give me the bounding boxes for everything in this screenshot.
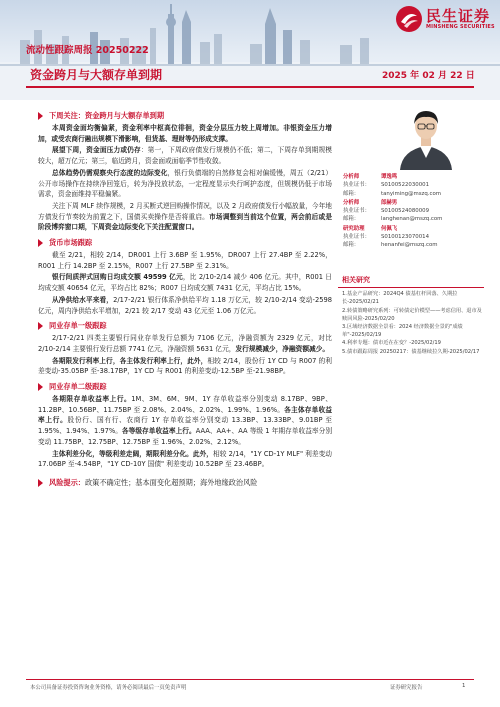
bold-text: 市场调整到当前这个位置，两会前后或是阶段博弈窗口期，下周资金边际变化下关注配置窗口。	[38, 212, 333, 232]
paragraph	[38, 356, 332, 377]
section-heading	[26, 381, 332, 393]
email-label: 邮箱：	[343, 190, 360, 197]
body-text: ，银行负债端的自然修复会相对偏缓慢，周五（2/21）公开市场操作在持续净回笼后，转为净投放状态，一定程度显示央行呵护态度，但规模仍低于市场需求，资金面维持平稳偏紧。	[38, 168, 333, 199]
footer-divider	[26, 679, 474, 680]
analyst-card	[343, 173, 483, 198]
analyst-card	[343, 225, 483, 250]
bold-text: 各等级存单收益率上行。	[121, 427, 196, 436]
analyst-name: 何佩飞	[381, 225, 398, 232]
bold-text: 各期限存单收益率上行。	[52, 395, 132, 404]
paragraph	[38, 295, 332, 316]
section-title: 风险提示：	[49, 477, 85, 487]
related-divider	[338, 287, 484, 288]
risk-text: 政策不确定性；基本面变化超预期；海外地缘政治风险	[84, 477, 258, 487]
paragraph	[38, 449, 332, 470]
section-title: 下周关注：资金跨月与大额存单到期	[49, 111, 165, 120]
paragraph	[38, 168, 332, 200]
bold-text: 发行规模减少，净融资额减少。	[235, 344, 330, 353]
email-label: 邮箱：	[343, 242, 360, 249]
related-title: 相关研究	[342, 276, 370, 284]
paragraph	[38, 123, 332, 144]
analyst-name: 郎赫男	[381, 199, 398, 206]
email-link[interactable]: tanyiming@mszq.com	[381, 190, 442, 197]
bold-text: 从净供给水平来看，	[52, 295, 114, 304]
related-research	[338, 275, 484, 356]
logo-mark-icon	[395, 5, 423, 33]
analyst-list	[343, 173, 483, 251]
footer-disclaimer: 本公司具备证券投资咨询业务资格，请务必阅读最后一页免责声明	[30, 685, 187, 691]
paragraph	[38, 394, 332, 448]
paragraph	[38, 250, 332, 271]
section-heading	[26, 110, 332, 122]
footer-label: 证券研究报告	[390, 685, 423, 691]
report-date: 2025 年 02 月 22 日	[382, 71, 475, 81]
body-text: 股份行、国有行、农商行 1Y 存单收益率分别变动 13.3BP、13.33BP、9.01BP 至 1.95%、1.94%、1.97%。	[38, 416, 332, 436]
report-title: 资金跨月与大额存单到期	[30, 68, 163, 82]
triangle-bullet-icon	[38, 239, 43, 247]
body-text: 相较 2/14，"1Y CD-1Y MLF" 利差变动 17.06BP 至-4.54BP，"1Y CD-10Y 国债" 利差变动 10.52BP 至 23.46BP。	[38, 449, 332, 469]
bold-text: 各期限发行利率上行，各主体发行利率上行，此外，	[52, 356, 208, 365]
email-link[interactable]: henanfei@mszq.com	[381, 242, 438, 249]
paragraph	[38, 145, 332, 166]
email-label: 邮箱：	[343, 216, 360, 223]
body-text: ：第一，下周政府债发行规模仍不低；第二，下周存单到期规模较大，超万亿元；第三，临近跨月，资金面或面临季节性收敛。	[38, 146, 332, 166]
related-item[interactable]: 4.利率专题：债市近在在变？-2025/02/19	[342, 340, 441, 347]
cert-number: S0100524080009	[381, 208, 430, 215]
paragraph	[38, 272, 332, 293]
triangle-bullet-icon	[38, 112, 43, 120]
bold-text: 各主体存单收益率上行。	[38, 405, 333, 425]
body-text: 2/17-2/21 四类主要银行同业存单发行总额为 7106 亿元，净融资额为 2329 亿元，对比 2/10-2/14 主要银行发行总额 7741 亿元，净融资额 5631 亿元，	[38, 334, 332, 353]
cert-label: 执业证书：	[343, 208, 370, 215]
paragraph	[38, 333, 332, 354]
cert-number: S0100522030001	[381, 182, 430, 189]
email-link[interactable]: langhenan@mszq.com	[381, 216, 443, 223]
report-type: 流动性跟踪周报 20250222	[26, 45, 149, 56]
bold-text: 主体利差分化，等级利差走阔，期限利差分化。此外，	[52, 449, 214, 458]
bold-text: 银行间质押式回购日均成交额 49599 亿元	[52, 273, 183, 282]
triangle-bullet-icon	[38, 479, 43, 487]
analyst-name: 谭逸鸣	[381, 174, 398, 180]
analyst-role: 研究助理	[343, 225, 365, 232]
body-text: AAA、AA+、AA 等级 1 年期存单收益率分别变动 11.75BP、12.75BP、12.75BP 至 1.96%、2.02%、2.12%。	[38, 427, 333, 446]
logo-english-name: MINSHENG SECURITIES	[426, 23, 495, 30]
analyst-role: 分析师	[343, 199, 360, 206]
cert-label: 执业证书：	[343, 182, 370, 189]
related-item[interactable]: 3.区域经济数据全景看：2024 经济数据全景的"成绩单"-2025/02/19	[342, 324, 463, 339]
section-heading	[26, 237, 332, 249]
bold-text: 展望下周，资金面压力或仍存	[52, 146, 141, 155]
logo-chinese-name: 民生证券	[426, 6, 491, 25]
analyst-card	[343, 199, 483, 224]
triangle-bullet-icon	[38, 322, 43, 330]
section-heading	[26, 320, 332, 332]
analyst-portrait-image	[394, 100, 458, 170]
section-heading	[26, 477, 332, 489]
body-text: 2/17-2/21 银行体系净供给平均 1.18 万亿元，较 2/10-2/14 变动-2598 亿元，周内净供给水平增加，2/21 较 2/17 变动 43 亿元至 1.06 万亿元。	[38, 295, 332, 315]
minsheng-logo	[395, 3, 497, 35]
section-title: 货币市场跟踪	[49, 238, 93, 248]
page-number: 1	[462, 683, 466, 689]
body-text: ，比 2/10-2/14 减少 406 亿元。其中，R001 日均成交额 40654 亿元，平均占比 82%；R007 日均成交额 7431 亿元，平均占比 15%。	[38, 273, 332, 293]
bold-text: 总体趋势仍需观察央行态度的边际变化	[52, 168, 168, 177]
paragraph	[38, 201, 332, 233]
body-text: 截至 2/21，相较 2/14，DR001 上行 3.6BP 至 1.95%，DR007 上行 27.4BP 至 2.22%，R001 上行 14.2BP 至 2.15%，R007 上行 27.5BP 至 2.31%。	[38, 251, 332, 270]
header-banner	[0, 0, 500, 100]
section-title: 同业存单二级跟踪	[49, 382, 107, 392]
triangle-bullet-icon	[38, 383, 43, 391]
bold-text: 本周资金面均衡偏紧，资金利率中枢高位徘徊，资金分层压力较上周增加。非银资金压力增加，或受农商行融出规模下滑影响，但货基、理财等仍形成支撑。	[38, 124, 332, 143]
cert-label: 执业证书：	[343, 234, 370, 241]
header-divider	[26, 86, 474, 88]
related-item[interactable]: 5.债市跟踪周报 20250217：债基继续拉久期-2025/02/17	[342, 348, 480, 355]
body-text: 关注下周 MLF 续作规模，2 月买断式逆回购操作情况，以及 2 月政府债发行小幅放量，今年地方债发行节奏较为前置之下，国债买卖操作是否将重启。	[38, 201, 332, 221]
main-content	[26, 106, 332, 489]
related-item[interactable]: 2.转债策略研究系列：可转债定价模型——考虑信用、退市及赎回风险-2025/02/20	[342, 307, 482, 322]
body-text: 相较 2/14，股份行 1Y CD 与 R007 的利差变动-35.05BP 至-38.17BP，1Y CD 与 R001 的利差变动-12.5BP 至-21.98BP。	[38, 356, 332, 376]
related-item[interactable]: 1.基金产品研究：2024Q4 债基杠杆回落、久期拉长-2025/02/21	[342, 291, 458, 306]
analyst-role: 分析师	[343, 174, 360, 180]
body-text: 1M、3M、6M、9M、1Y 存单收益率分别变动 8.17BP、9BP、11.2BP、10.56BP、11.75BP 至 2.08%、2.04%、2.02%、1.99%、1.96%。	[38, 395, 333, 414]
section-title: 同业存单一级跟踪	[49, 321, 107, 331]
cert-number: S0100123070014	[381, 234, 430, 241]
